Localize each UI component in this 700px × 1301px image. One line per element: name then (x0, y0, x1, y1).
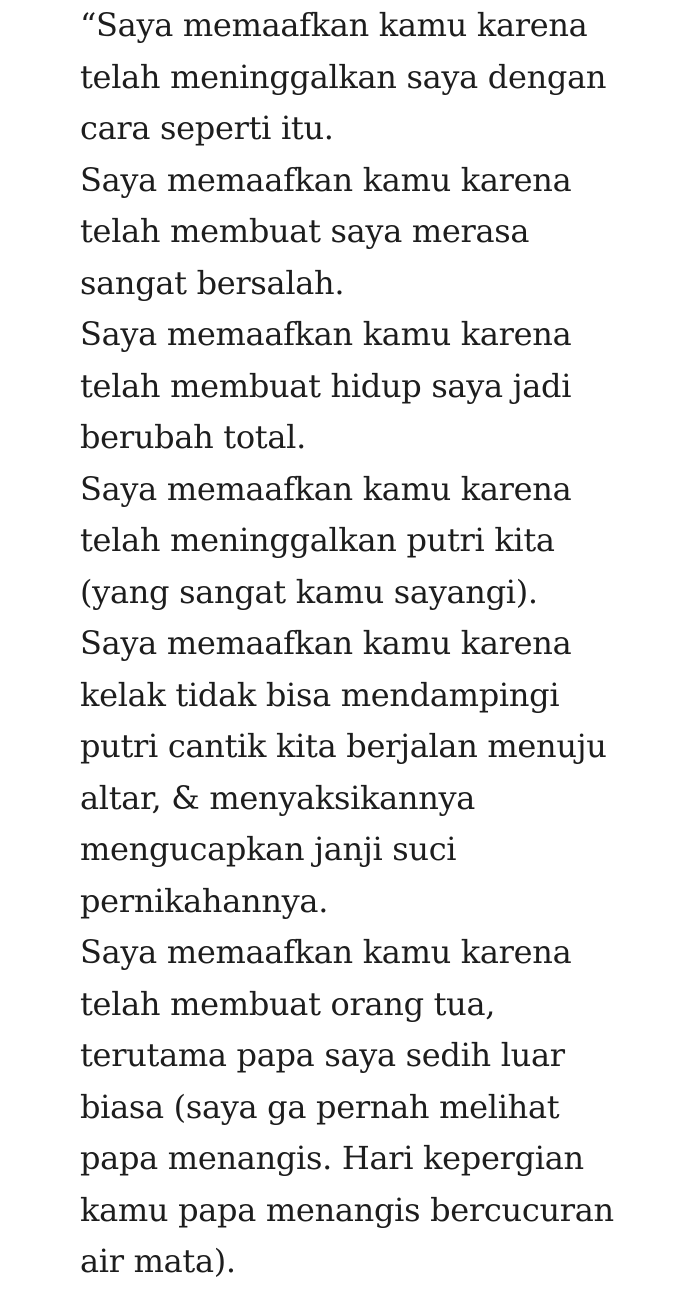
text-line: Saya memaafkan kamu karena (80, 469, 572, 508)
text-line: berubah total. (80, 418, 306, 456)
text-line: telah membuat saya merasa (80, 212, 530, 250)
text-line: kelak tidak bisa mendampingi (80, 675, 560, 714)
text-line: Saya memaafkan kamu karena (80, 933, 572, 971)
text-line: putri cantik kita berjalan menuju (80, 727, 607, 765)
text-line: telah membuat orang tua, (80, 984, 496, 1023)
article-text (80, 0, 680, 1288)
text-line: telah membuat hidup saya jadi (80, 366, 572, 405)
text-line: papa menangis. Hari kepergian (80, 1139, 584, 1177)
text-line: mengucapkan janji suci (80, 830, 457, 868)
text-line: Saya memaafkan kamu karena (80, 160, 572, 199)
text-line: Saya memaafkan kamu karena (80, 315, 572, 353)
text-line: “Saya memaafkan kamu karena (80, 6, 588, 44)
text-line: Saya memaafkan kamu karena (80, 624, 572, 662)
text-line: kamu papa menangis bercucuran (80, 1190, 614, 1229)
text-line: telah meninggalkan saya dengan (80, 57, 607, 96)
text-line: biasa (saya ga pernah melihat (80, 1087, 560, 1126)
text-line: telah meninggalkan putri kita (80, 521, 555, 559)
text-line: pernikahannya. (80, 881, 329, 920)
text-line: (yang sangat kamu sayangi). (80, 572, 538, 611)
text-line: altar, & menyaksikannya (80, 778, 476, 817)
text-line: terutama papa saya sedih luar (80, 1036, 565, 1074)
text-line: cara seperti itu. (80, 109, 334, 147)
text-line: air mata). (80, 1242, 236, 1280)
text-line: sangat bersalah. (80, 263, 345, 302)
